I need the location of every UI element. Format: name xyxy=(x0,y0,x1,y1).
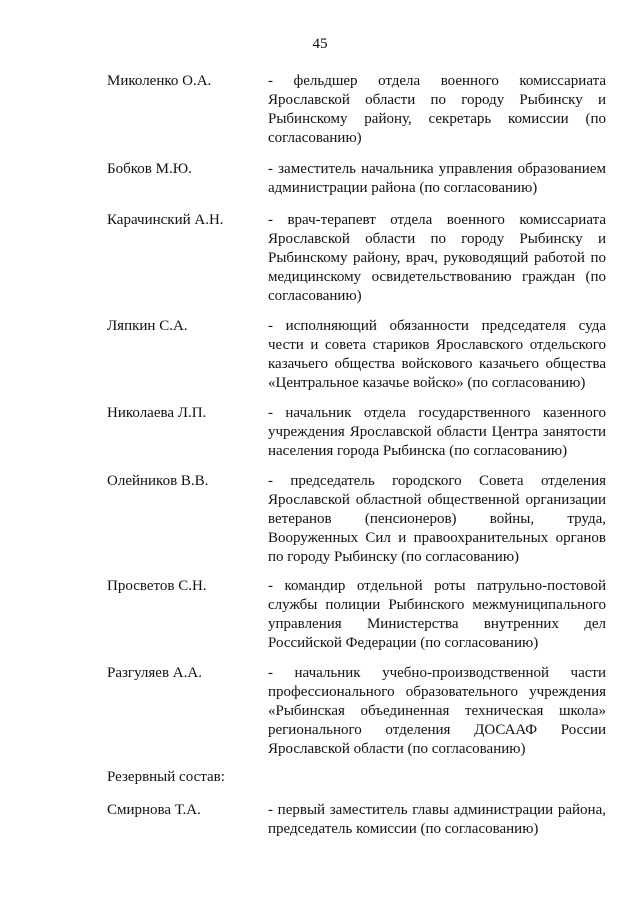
member-name: Карачинский А.Н. xyxy=(107,212,224,228)
member-role: - исполняющий обязанности председателя суда чести и совета стариков Ярославского отдельского казачьего общества войскового казачьего общества «Центральное казачье войско» (по согласованию) xyxy=(268,318,606,391)
reserve-section-label: Резервный состав: xyxy=(107,769,225,785)
member-role: - командир отдельной роты патрульно-постовой службы полиции Рыбинского межмуниципального управления Министерства внутренних дел Российской Федерации (по согласованию) xyxy=(268,578,606,651)
member-role: - фельдшер отдела военного комиссариата Ярославской области по городу Рыбинску и Рыбинскому району, секретарь комиссии (по согласованию) xyxy=(268,73,606,146)
member-name: Олейников В.В. xyxy=(107,473,209,489)
member-name: Ляпкин С.А. xyxy=(107,318,188,334)
member-name: Николаева Л.П. xyxy=(107,405,207,421)
member-role: - заместитель начальника управления образованием администрации района (по согласованию) xyxy=(268,161,606,196)
page-number: 45 xyxy=(312,36,328,52)
member-name: Разгуляев А.А. xyxy=(107,665,202,681)
member-role: - председатель городского Совета отделения Ярославской областной общественной организации ветеранов (пенсионеров) войны, труда, Вооруженных Сил и правоохранительных органов по городу Рыбинску (по согласованию) xyxy=(268,473,606,565)
member-role: - начальник отдела государственного казенного учреждения Ярославской области Центра занятости населения города Рыбинска (по согласованию) xyxy=(268,405,606,459)
member-name: Бобков М.Ю. xyxy=(107,161,192,177)
member-name: Смирнова Т.А. xyxy=(107,802,201,818)
member-role: - врач-терапевт отдела военного комиссариата Ярославской области по городу Рыбинску и Рыбинскому району, врач, руководящий работой по медицинскому освидетельствованию граждан (по согласованию) xyxy=(268,212,606,304)
member-name: Просветов С.Н. xyxy=(107,578,207,594)
member-role: - первый заместитель главы администрации района, председатель комиссии (по согласованию) xyxy=(268,802,606,837)
member-name: Миколенко О.А. xyxy=(107,73,212,89)
member-role: - начальник учебно-производственной части профессионального образовательного учреждения «Рыбинская объединенная техническая школа» регионального отделения ДОСААФ России Ярославской области (по согласованию) xyxy=(268,665,606,757)
